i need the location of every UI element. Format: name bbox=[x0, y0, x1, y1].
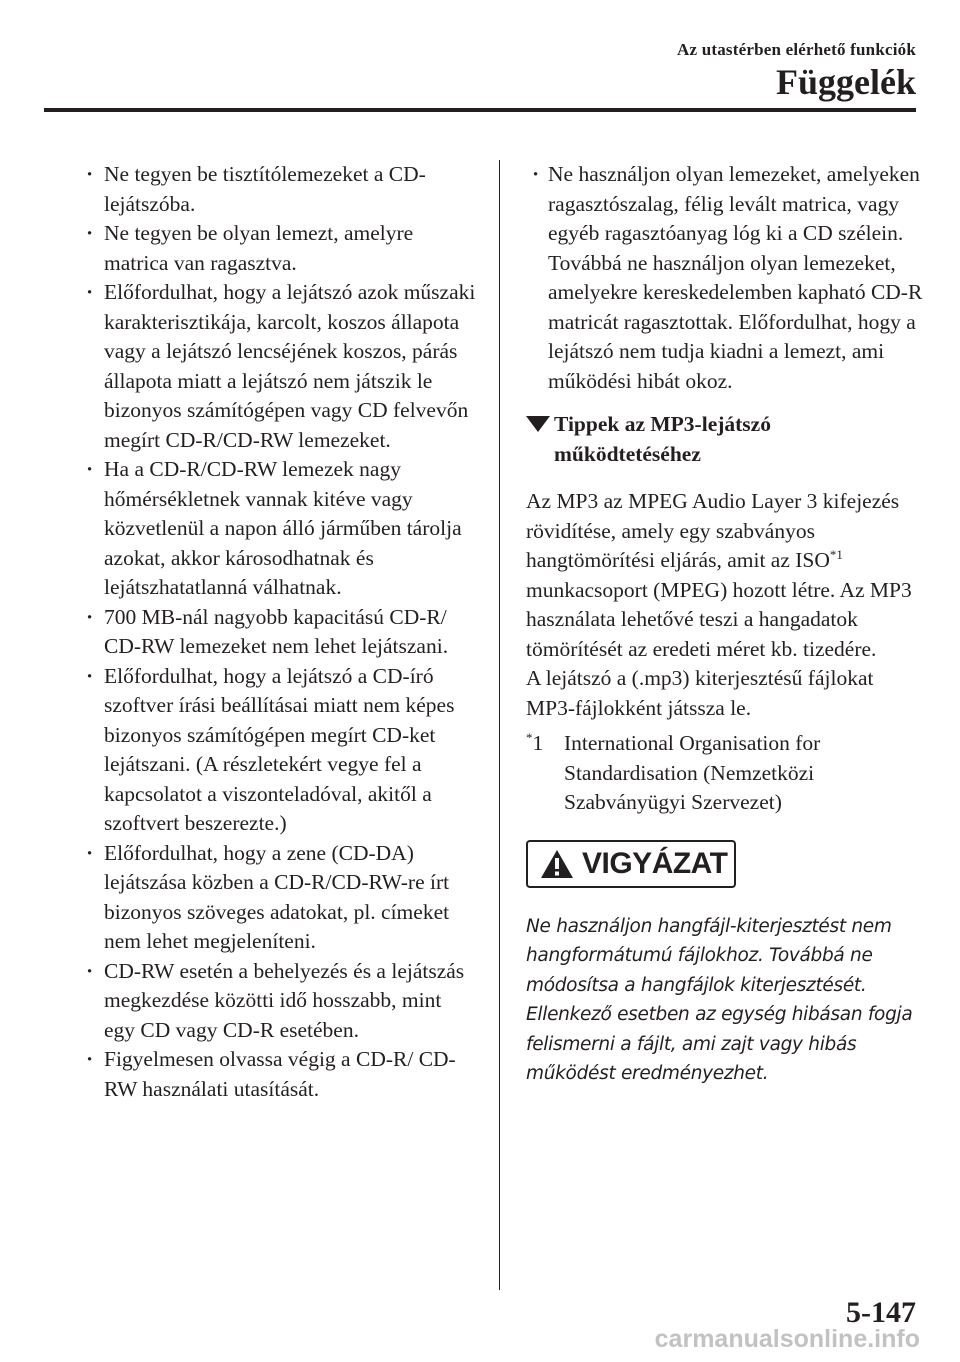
paragraph-1-start: Az MP3 az MPEG Audio Layer 3 kifejezés rövidítése, amely egy szabványos hangtömörítési eljárás, amit az ISO bbox=[526, 489, 900, 572]
header-title: Függelék bbox=[776, 62, 916, 102]
warning-triangle-icon bbox=[540, 849, 574, 879]
page-header bbox=[677, 40, 916, 102]
caution-label-box bbox=[526, 840, 736, 888]
list-item: · CD-RW esetén a behelyezés és a lejátszás megkezdése közötti idő hosszabb, mint egy CD vagy CD-R esetében. bbox=[76, 957, 476, 1046]
left-bullet-list bbox=[76, 160, 476, 1104]
list-item: · Előfordulhat, hogy a lejátszó azok műszaki karakterisztikája, karcolt, koszos állapota vagy a lejátszó lencséjének koszos, párás állapota miatt a lejátszó nem játszik le bizonyos számítógépen vagy CD felvevőn megírt CD-R/CD-RW lemezeket. bbox=[76, 278, 476, 455]
column-divider bbox=[499, 160, 500, 1290]
watermark: carmanualsonline.info bbox=[654, 1325, 920, 1353]
caution-text: Ne használjon hangfájl-kiterjesztést nem hangformátumú fájlokhoz. Továbbá ne módosítsa a hangfájlok kiterjesztését. Ellenkező esetben az egység hibásan fogja felismerni a fájlt, ami zajt vagy hibás működést eredményezhet. bbox=[526, 915, 913, 1084]
right-column bbox=[526, 160, 926, 1089]
caution-label: VIGYÁZAT bbox=[582, 846, 728, 880]
footnote bbox=[526, 729, 926, 818]
footnote-ref: *1 bbox=[829, 546, 843, 562]
list-item: · Ha a CD-R/CD-RW lemezek nagy hőmérsékletnek vannak kitéve vagy közvetlenül a napon álló járműben tárolja azokat, akkor károsodhatnak és lejátszhatatlanná válhatnak. bbox=[76, 455, 476, 603]
list-item: · Ne tegyen be olyan lemezt, amelyre matrica van ragasztva. bbox=[76, 219, 476, 278]
section-triangle-icon bbox=[526, 416, 550, 432]
section-heading-text: Tippek az MP3-lejátszó működtetéséhez bbox=[554, 412, 771, 466]
footnote-text: International Organisation for Standardisation (Nemzetközi Szabványügyi Szervezet) bbox=[564, 731, 821, 814]
paragraph-1 bbox=[526, 487, 926, 664]
left-column bbox=[76, 160, 476, 1104]
list-item: · 700 MB-nál nagyobb kapacitású CD-R/ CD-RW lemezeket nem lehet lejátszani. bbox=[76, 603, 476, 662]
list-item: · Előfordulhat, hogy a lejátszó a CD-író szoftver írási beállításai miatt nem képes bizonyos számítógépen megírt CD-ket lejátszani. (A részletekért vegye fel a kapcsolatot a viszonteladóval, akitől a szoftvert beszerezte.) bbox=[76, 662, 476, 839]
header-rule bbox=[44, 108, 916, 112]
list-item: · Ne tegyen be tisztítólemezeket a CD-lejátszóba. bbox=[76, 160, 476, 219]
list-item: · Ne használjon olyan lemezeket, amelyeken ragasztószalag, félig levált matrica, vagy egyéb ragasztóanyag lóg ki a CD szélein. Továbbá ne használjon olyan lemezeket, amelyekre kereskedelemben kapható CD-R matricát ragasztottak. Előfordulhat, hogy a lejátszó nem tudja kiadni a lemezt, ami működési hibát okoz. bbox=[526, 160, 926, 396]
footnote-mark bbox=[526, 729, 564, 818]
page-number: 5-147 bbox=[846, 1296, 916, 1329]
footnote-number: 1 bbox=[532, 731, 544, 755]
paragraph-2: A lejátszó a (.mp3) kiterjesztésű fájlokat MP3-fájlokként játssza le. bbox=[526, 666, 874, 720]
list-item: · Figyelmesen olvassa végig a CD-R/ CD-RW használati utasítását. bbox=[76, 1045, 476, 1104]
right-bullet-list bbox=[526, 160, 926, 396]
footnote-star: * bbox=[526, 729, 533, 745]
mp3-description bbox=[526, 487, 926, 723]
header-subtitle: Az utastérben elérhető funkciók bbox=[677, 40, 916, 59]
section-heading bbox=[526, 410, 926, 469]
paragraph-1-end: munkacsoport (MPEG) hozott létre. Az MP3 használata lehetővé teszi a hangadatok tömörítését az eredeti méret kb. tizedére. bbox=[526, 577, 912, 661]
list-item: · Előfordulhat, hogy a zene (CD-DA) lejátszása közben a CD-R/CD-RW-re írt bizonyos szöveges adatokat, pl. címeket nem lehet megjeleníteni. bbox=[76, 839, 476, 957]
